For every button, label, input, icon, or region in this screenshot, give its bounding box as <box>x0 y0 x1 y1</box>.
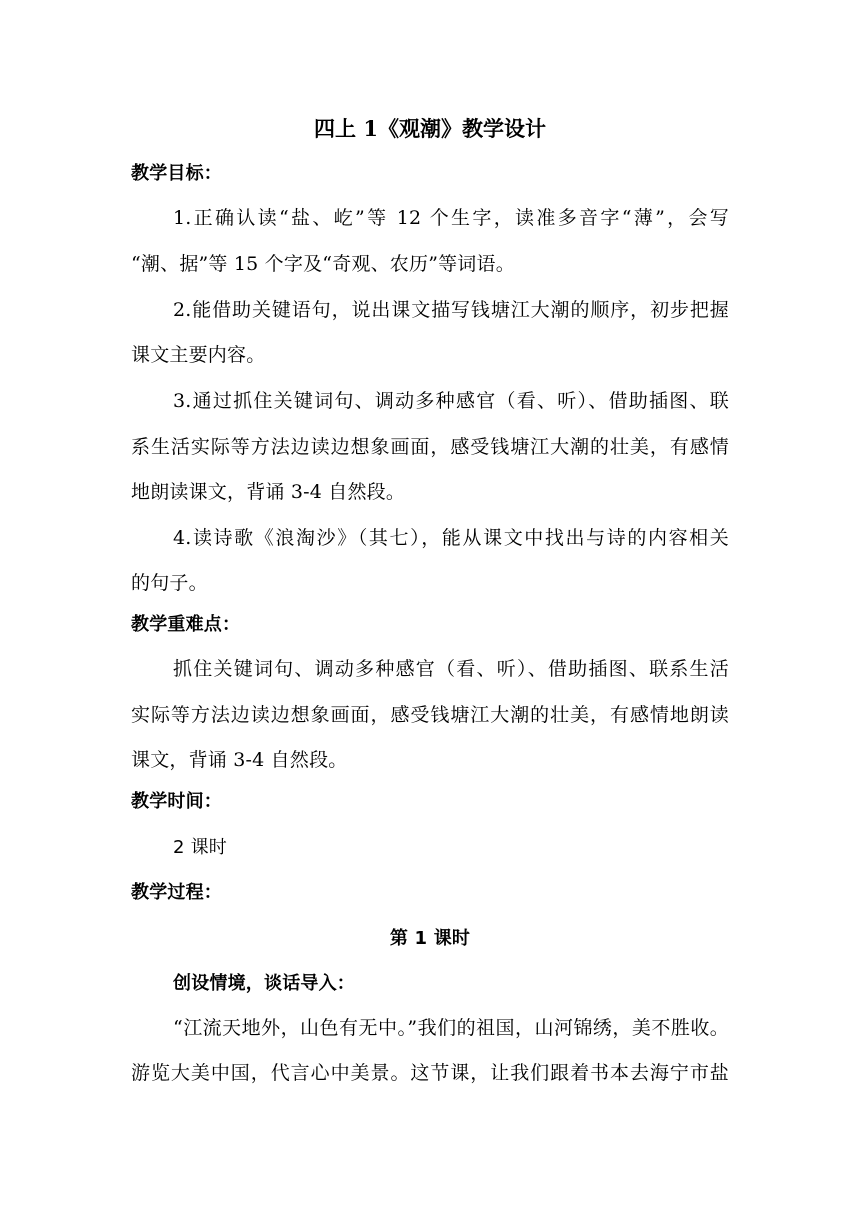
key-points-heading: 教学重难点： <box>131 614 241 635</box>
objective-1-line-2: “潮、据”等 15 个字及“奇观、农历”等词语。 <box>131 253 515 275</box>
objective-3-line-3: 地朗读课文，背诵 3-4 自然段。 <box>131 481 406 503</box>
step-text-line-2: 游览大美中国，代言心中美景。这节课，让我们跟着书本去海宁市盐 <box>131 1062 729 1084</box>
key-points-line-1: 抓住关键词句、调动多种感官（看、听）、借助插图、联系生活 <box>173 658 729 680</box>
step-heading: 创设情境，谈话导入： <box>173 973 355 994</box>
objective-2-line-1: 2.能借助关键语句，说出课文描写钱塘江大潮的顺序，初步把握 <box>173 299 729 321</box>
objective-3-line-2: 系生活实际等方法边读边想象画面，感受钱塘江大潮的壮美，有感情 <box>131 436 729 458</box>
objectives-heading: 教学目标： <box>131 163 222 184</box>
key-points-line-3: 课文，背诵 3-4 自然段。 <box>131 749 348 771</box>
time-value: 2 课时 <box>173 837 227 858</box>
process-heading: 教学过程： <box>131 882 222 903</box>
document-title: 四上 1《观潮》教学设计 <box>314 116 546 141</box>
objective-1-line-1: 1.正确认读“盐、屹”等 12 个生字，读准多音字“薄”，会写 <box>173 207 729 229</box>
key-points-line-2: 实际等方法边读边想象画面，感受钱塘江大潮的壮美，有感情地朗读 <box>131 704 729 726</box>
objective-4-line-2: 的句子。 <box>131 572 208 594</box>
time-heading: 教学时间： <box>131 791 222 812</box>
objective-2-line-2: 课文主要内容。 <box>131 344 266 366</box>
lesson-heading: 第 1 课时 <box>389 928 471 949</box>
step-text-line-1: “江流天地外，山色有无中。”我们的祖国，山河锦绣，美不胜收。 <box>173 1017 729 1039</box>
objective-4-line-1: 4.读诗歌《浪淘沙》（其七），能从课文中找出与诗的内容相关 <box>173 527 729 549</box>
objective-3-line-1: 3.通过抓住关键词句、调动多种感官（看、听）、借助插图、联 <box>173 390 729 412</box>
